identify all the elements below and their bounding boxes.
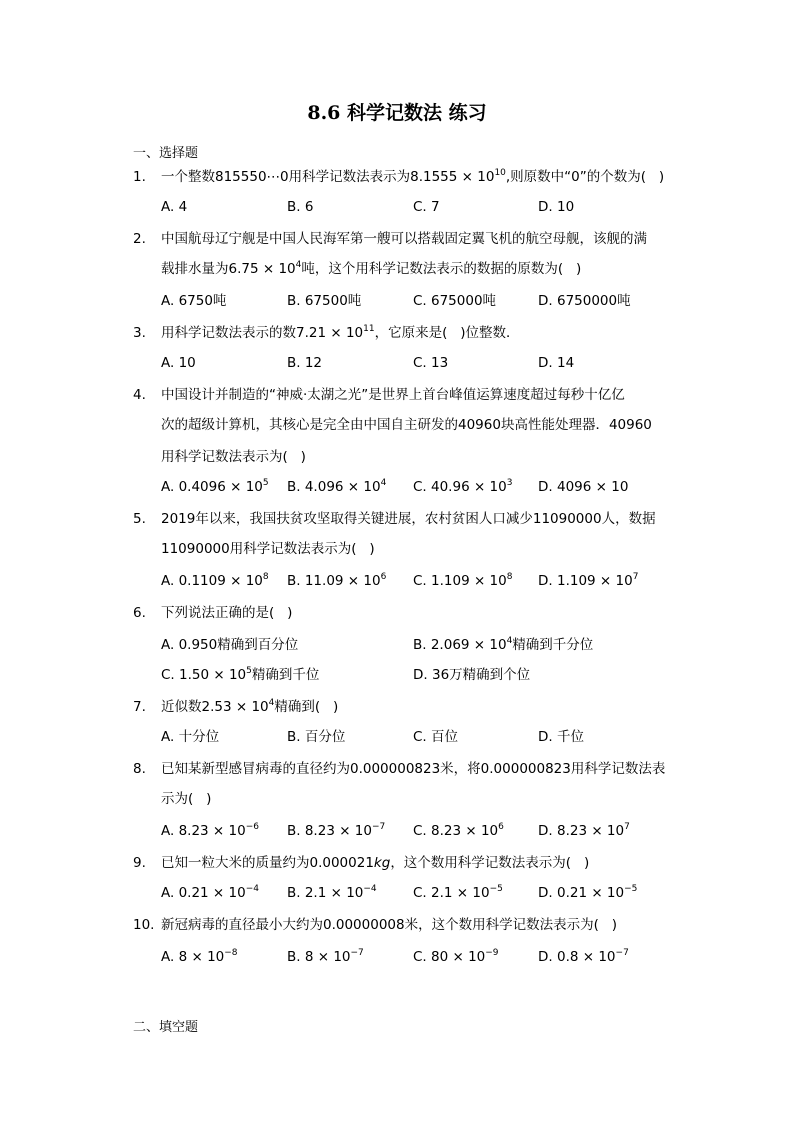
answer-option: D. $1.109 \times 10^7$ bbox=[538, 572, 639, 589]
answer-option: B. 67500吨 bbox=[287, 293, 362, 309]
answer-option: C. 百位 bbox=[413, 729, 459, 745]
answer-option: C. $40.96 \times 10^3$ bbox=[413, 478, 513, 495]
answer-option: D. $0.21 \times 10^{-5}$ bbox=[538, 884, 638, 901]
question-text: 中国设计并制造的“神威·太湖之光”是世界上首台峰值运算速度超过每秒十亿亿 bbox=[161, 387, 625, 403]
question-text: 已知一粒大米的质量约为0.000021kg，这个数用科学记数法表示为( ) bbox=[161, 855, 590, 871]
answer-option: C. $80 \times 10^{-9}$ bbox=[413, 948, 499, 965]
answer-option: D. 6750000吨 bbox=[538, 293, 631, 309]
answer-option: A. 6750吨 bbox=[161, 293, 227, 309]
answer-option: B. 6 bbox=[287, 199, 314, 215]
answer-option: B. $4.096 \times 10^4$ bbox=[287, 478, 387, 495]
answer-option: B. $8 \times 10^{-7}$ bbox=[287, 948, 364, 965]
section-title-fill: 二、填空题 bbox=[133, 1020, 199, 1035]
answer-option: B. 百分位 bbox=[287, 729, 346, 745]
answer-option: C. $2.1 \times 10^{-5}$ bbox=[413, 884, 503, 901]
answer-option: D. 千位 bbox=[538, 729, 584, 745]
answer-option: D. $0.8 \times 10^{-7}$ bbox=[538, 948, 629, 965]
answer-option: C. 7 bbox=[413, 199, 440, 215]
answer-option: A. $0.1109 \times 10^8$ bbox=[161, 572, 269, 589]
answer-option: D. 4096 × 10 bbox=[538, 479, 629, 495]
answer-option: A. 10 bbox=[161, 355, 196, 371]
answer-option: C. 675000吨 bbox=[413, 293, 497, 309]
answer-option: A. $8.23 \times 10^{-6}$ bbox=[161, 822, 259, 839]
question-text: 示为( ) bbox=[161, 791, 212, 807]
question-number: 6. bbox=[133, 605, 146, 621]
question-number: 9. bbox=[133, 855, 146, 871]
question-number: 10. bbox=[133, 917, 155, 933]
question-text: 已知某新型感冒病毒的直径约为0.000000823米，将0.000000823用科学记数法表 bbox=[161, 761, 666, 777]
answer-option: A. $8 \times 10^{-8}$ bbox=[161, 948, 238, 965]
question-number: 4. bbox=[133, 387, 146, 403]
question-number: 5. bbox=[133, 511, 146, 527]
answer-option: A. 4 bbox=[161, 199, 188, 215]
question-text: 2019年以来，我国扶贫攻坚取得关键进展，农村贫困人口减少11090000人，数据 bbox=[161, 511, 656, 527]
question-number: 3. bbox=[133, 325, 146, 341]
question-text: 载排水量为$6.75 \times 10^4$吨，这个用科学记数法表示的数据的原数为( ) bbox=[161, 260, 582, 277]
question-number: 2. bbox=[133, 231, 146, 247]
question-text: 中国航母辽宁舰是中国人民海军第一艘可以搭载固定翼飞机的航空母舰，该舰的满 bbox=[161, 231, 647, 247]
question-number: 7. bbox=[133, 699, 146, 715]
answer-option: D. 14 bbox=[538, 355, 575, 371]
answer-option: A. 十分位 bbox=[161, 729, 220, 745]
answer-option: C. $1.109 \times 10^8$ bbox=[413, 572, 513, 589]
question-text: 近似数$2.53 \times 10^4$精确到( ) bbox=[161, 698, 339, 715]
answer-option: A. 0.950精确到百分位 bbox=[161, 637, 299, 653]
answer-option: C. $1.50 \times 10^5$精确到千位 bbox=[161, 666, 320, 683]
question-text: 用科学记数法表示为( ) bbox=[161, 449, 306, 465]
answer-option: A. $0.21 \times 10^{-4}$ bbox=[161, 884, 259, 901]
answer-option: D. 10 bbox=[538, 199, 575, 215]
question-text: 11090000用科学记数法表示为( ) bbox=[161, 541, 375, 557]
question-text: 下列说法正确的是( ) bbox=[161, 605, 293, 621]
page-title: 8.6 科学记数法 练习 bbox=[307, 102, 487, 124]
section-title-choice: 一、选择题 bbox=[133, 146, 199, 161]
question-number: 1. bbox=[133, 169, 146, 185]
answer-option: D. 36万精确到个位 bbox=[413, 667, 531, 683]
answer-option: D. $8.23 \times 10^7$ bbox=[538, 822, 630, 839]
answer-option: C. 13 bbox=[413, 355, 449, 371]
question-text: 一个整数815550⋯0用科学记数法表示为$8.1555 \times 10^{10}$,则原数中“0”的个数为( ) bbox=[161, 168, 665, 185]
answer-option: B. $11.09 \times 10^6$ bbox=[287, 572, 387, 589]
question-text: 用科学记数法表示的数$7.21 \times 10^{11}$，它原来是( )位整数． bbox=[161, 324, 520, 341]
question-text: 新冠病毒的直径最小大约为0.00000008米，这个数用科学记数法表示为( ) bbox=[161, 917, 617, 933]
question-text: 次的超级计算机，其核心是完全由中国自主研发的40960块高性能处理器．40960 bbox=[161, 417, 652, 433]
answer-option: B. $2.069 \times 10^4$精确到千分位 bbox=[413, 636, 594, 653]
answer-option: B. $8.23 \times 10^{-7}$ bbox=[287, 822, 386, 839]
answer-option: C. $8.23 \times 10^6$ bbox=[413, 822, 504, 839]
answer-option: B. 12 bbox=[287, 355, 323, 371]
answer-option: A. $0.4096 \times 10^5$ bbox=[161, 478, 269, 495]
question-number: 8. bbox=[133, 761, 146, 777]
answer-option: B. $2.1 \times 10^{-4}$ bbox=[287, 884, 377, 901]
